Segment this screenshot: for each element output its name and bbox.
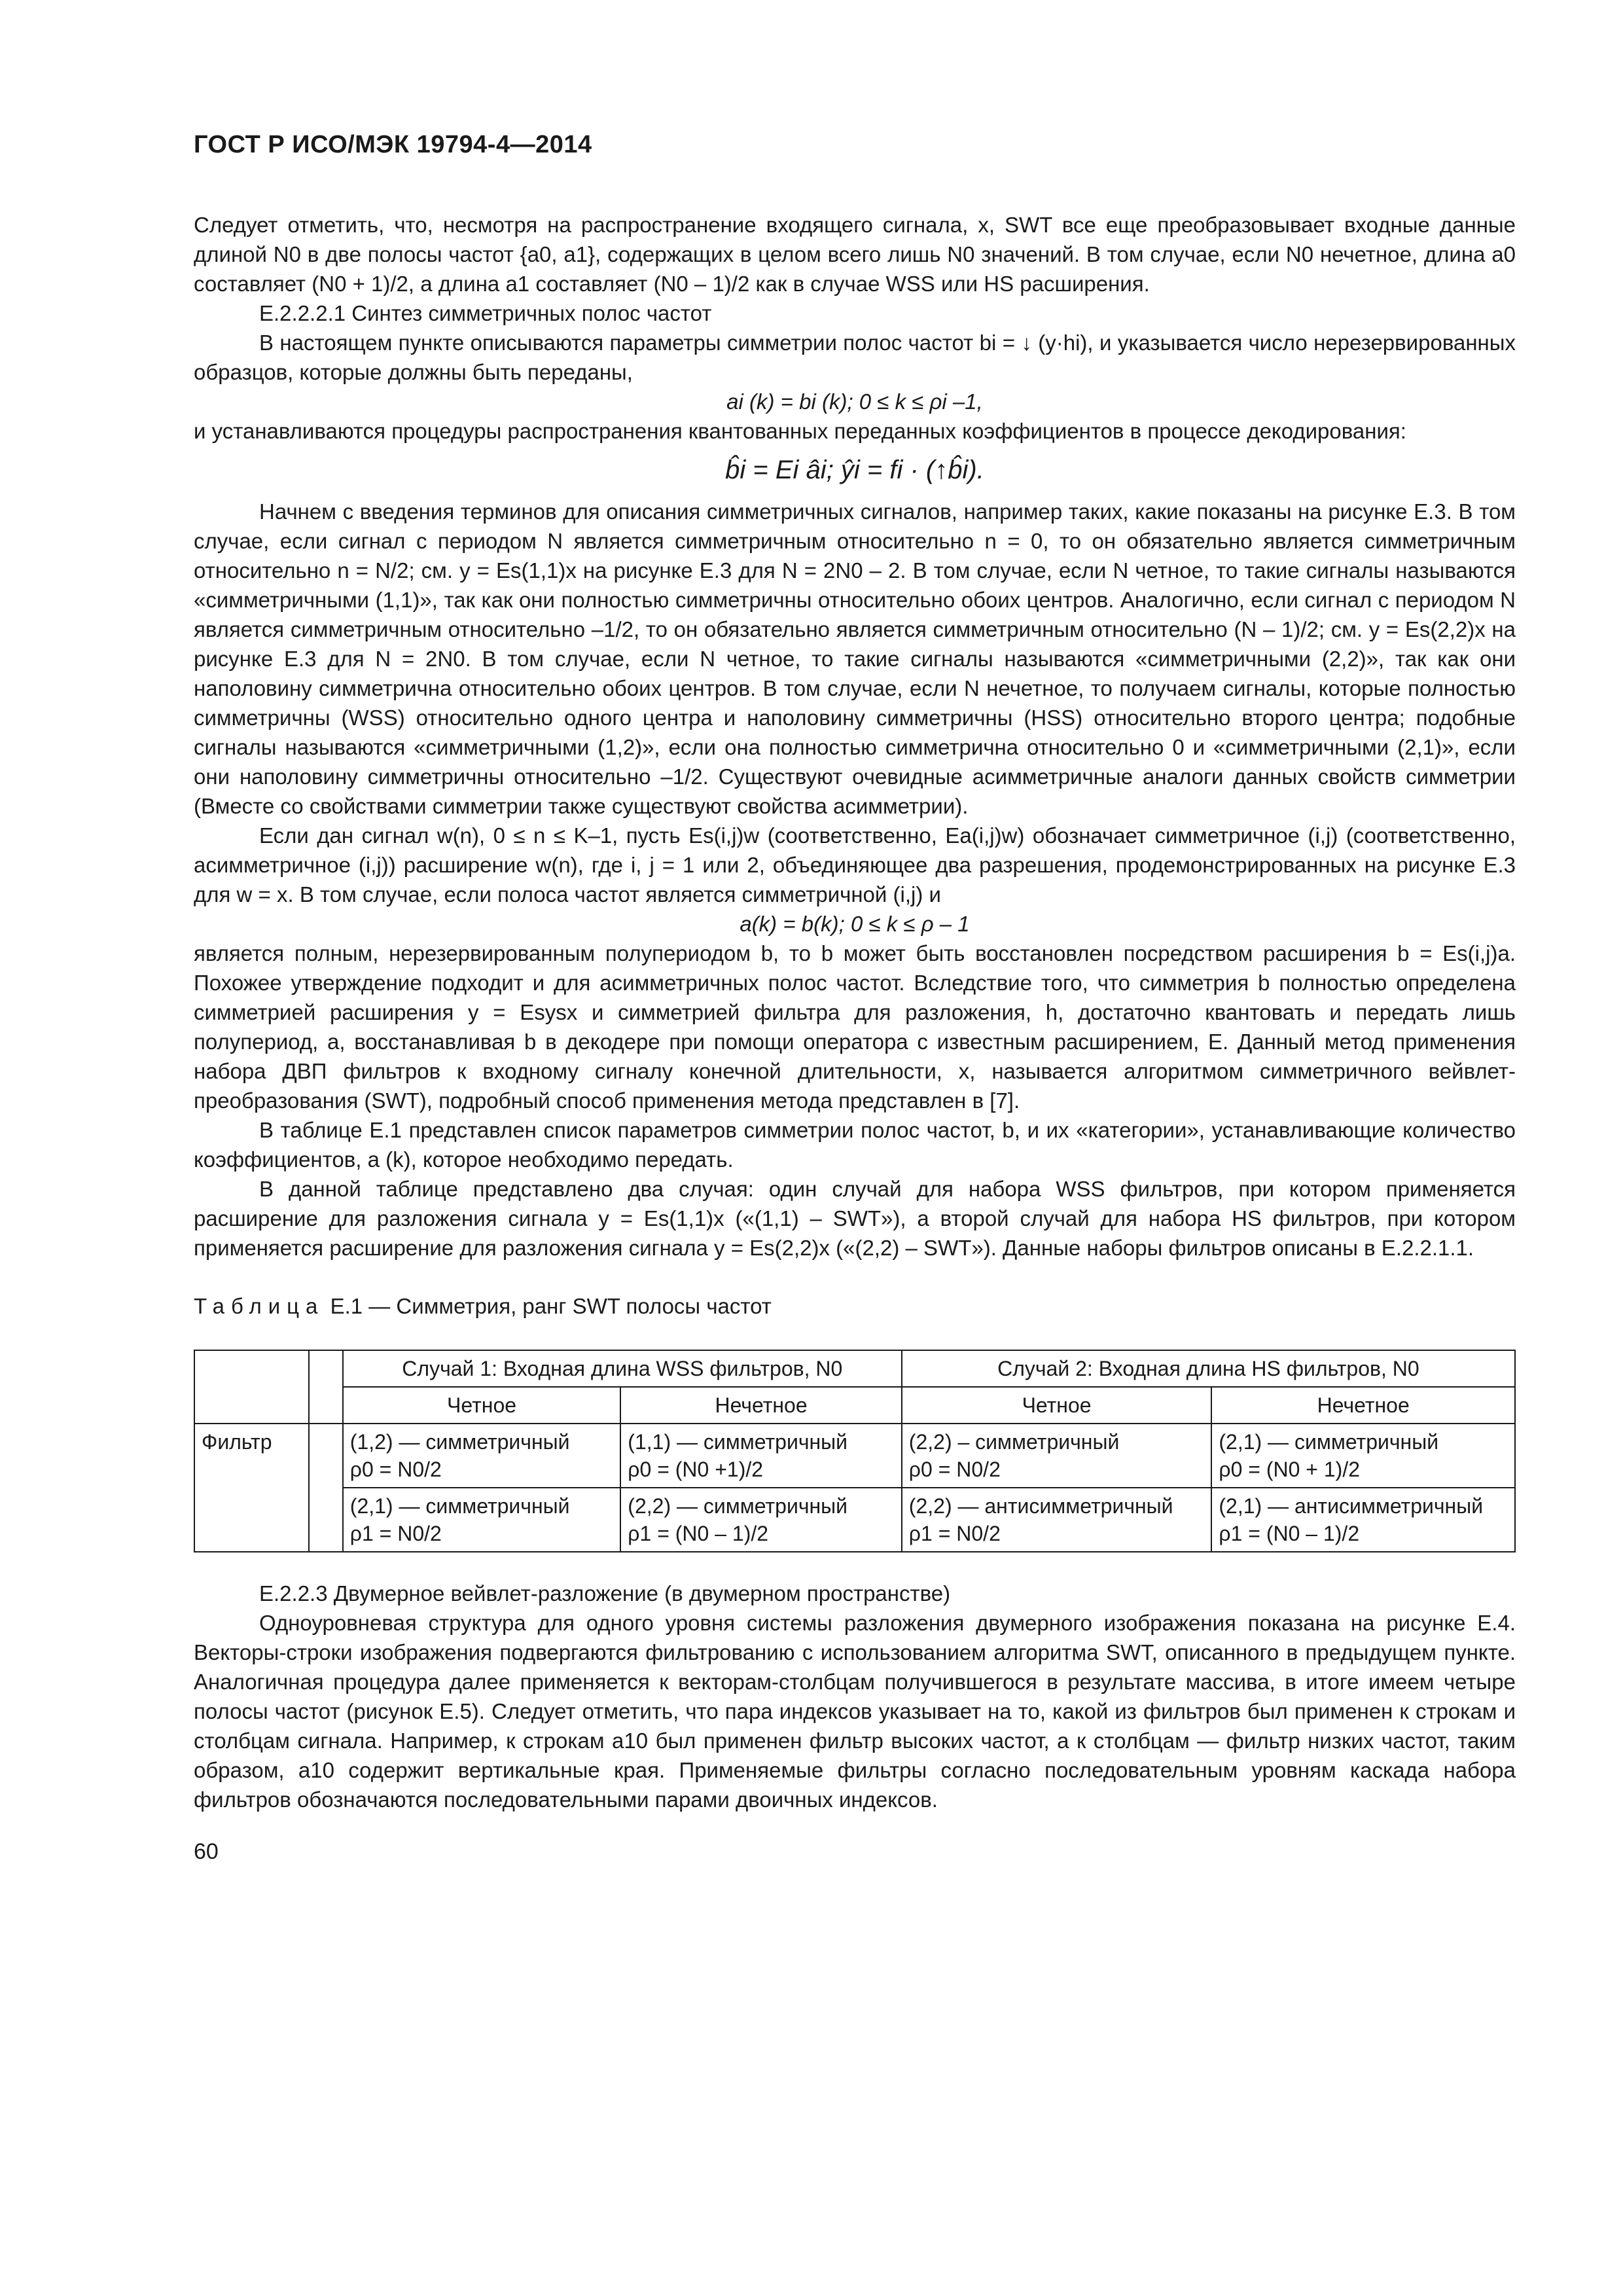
case-1-header: Случай 1: Входная длина WSS фильтров, N0: [343, 1350, 902, 1387]
table-row: [194, 1488, 1515, 1552]
equation-2: b̂i = Ei âi; ŷi = fi · (↑b̂i).: [725, 456, 984, 484]
table-header-row-1: [194, 1350, 1515, 1387]
table-cell: (2,1) — симметричный ρ1 = N0/2: [343, 1488, 621, 1552]
paragraph-9: Одноуровневая структура для одного уровня системы разложения двумерного изображения показана на рисунке Е.4. Векторы-строки изображения подвергаются фильтрованию с использованием алгоритма SWT, описанного в предыдущем пункте. Аналогичная процедура далее применяется к векторам-столбцам получившегося в результате массива, в итоге имеем четыре полосы частот (рисунок Е.5). Следует отметить, что пара индексов указывает на то, какой из фильтров был применен к строкам и столбцам сигнала. Например, к строкам a10 был применен фильтр высоких частот, а к столбцам — фильтр низких частот, таким образом, a10 содержит вертикальные края. Применяемые фильтры согласно последовательным уровням каскада набора фильтров обозначаются последовательными парами двоичных индексов.: [194, 1611, 1516, 1812]
table-header-row-2: [194, 1387, 1515, 1424]
document-page: [194, 131, 1516, 1865]
section-heading-e2221: Е.2.2.2.1 Синтез симметричных полос частот: [259, 301, 712, 325]
table-row: [194, 1424, 1515, 1488]
subheader-odd-2: Нечетное: [1211, 1387, 1515, 1424]
section-heading-e223: Е.2.2.3 Двумерное вейвлет-разложение (в двумерном пространстве): [259, 1581, 951, 1605]
table-cell: (1,1) — симметричный ρ0 = (N0 +1)/2: [620, 1424, 902, 1488]
paragraph-8: В данной таблице представлено два случая: один случай для набора WSS фильтров, при котором применяется расширение для разложения сигнала y = Es(1,1)x («(1,1) – SWT»), а второй случай для набора HS фильтров, при котором применяется расширение для разложения сигнала y = Es(2,2)x («(2,2) – SWT»). Данные наборы фильтров описаны в Е.2.2.1.1.: [194, 1177, 1516, 1260]
symmetry-table: [194, 1350, 1516, 1552]
subheader-odd-1: Нечетное: [620, 1387, 902, 1424]
paragraph-5: Если дан сигнал w(n), 0 ≤ n ≤ K–1, пусть Es(i,j)w (соответственно, Ea(i,j)w) обозначает симметричное (i,j) (соответственно, асимметричное (i,j)) расширение w(n), где i, j = 1 или 2, объединяющее два разрешения, продемонстрированных на рисунке Е.3 для w = x. В том случае, если полоса частот является симметричной (i,j) и: [194, 823, 1516, 906]
subheader-even-2: Четное: [902, 1387, 1212, 1424]
row-label-spacer: [309, 1424, 343, 1552]
page-number: 60: [194, 1839, 219, 1864]
table-cell: (2,2) – симметричный ρ0 = N0/2: [902, 1424, 1212, 1488]
table-cell: (1,2) — симметричный ρ0 = N0/2: [343, 1424, 621, 1488]
table-corner-cell: [194, 1350, 309, 1424]
table-corner-cell-2: [309, 1350, 343, 1424]
paragraph-3: и устанавливаются процедуры распространения квантованных переданных коэффициентов в процессе декодирования:: [194, 419, 1406, 443]
equation-1: ai (k) = bi (k); 0 ≤ k ≤ ρi –1,: [726, 389, 983, 414]
row-label-filter: Фильтр: [194, 1424, 309, 1552]
table-cell: (2,2) — антисимметричный ρ1 = N0/2: [902, 1488, 1212, 1552]
table-cell: (2,2) — симметричный ρ1 = (N0 – 1)/2: [620, 1488, 902, 1552]
case-2-header: Случай 2: Входная длина HS фильтров, N0: [902, 1350, 1515, 1387]
paragraph-1: Следует отметить, что, несмотря на распространение входящего сигнала, x, SWT все еще преобразовывает входные данные длиной N0 в две полосы частот {a0, a1}, содержащих в целом всего лишь N0 значений. В том случае, если N0 нечетное, длина a0 составляет (N0 + 1)/2, а длина a1 составляет (N0 – 1)/2 как в случае WSS или HS расширения.: [194, 213, 1516, 296]
table-cell: (2,1) — симметричный ρ0 = (N0 + 1)/2: [1211, 1424, 1515, 1488]
table-cell: (2,1) — антисимметричный ρ1 = (N0 – 1)/2: [1211, 1488, 1515, 1552]
subheader-even-1: Четное: [343, 1387, 621, 1424]
table-caption-text: Е.1 — Симметрия, ранг SWT полосы частот: [330, 1294, 772, 1318]
document-header: ГОСТ Р ИСО/МЭК 19794-4—2014: [194, 131, 592, 158]
paragraph-6: является полным, нерезервированным полупериодом b, то b может быть восстановлен посредством расширения b = Es(i,j)a. Похожее утверждение подходит и для асимметричных полос частот. Вследствие того, что симметрия b полностью определена симметрией расширения y = Esysx и симметрией фильтра для разложения, h, достаточно квантовать и передать лишь полупериод, a, восстанавливая b в декодере при помощи оператора с известным расширением, E. Данный метод применения набора ДВП фильтров к входному сигналу конечной длительности, x, называется алгоритмом симметричного вейвлет-преобразования (SWT), подробный способ применения метода представлен в [7].: [194, 941, 1516, 1113]
paragraph-4: Начнем с введения терминов для описания симметричных сигналов, например таких, какие показаны на рисунке Е.3. В том случае, если сигнал с периодом N является симметричным относительно n = 0, то он обязательно является симметричным относительно n = N/2; см. y = Es(1,1)x на рисунке Е.3 для N = 2N0 – 2. В том случае, если N четное, то такие сигналы называются «симметричными (1,1)», так как они полностью симметричны относительно обоих центров. Аналогично, если сигнал с периодом N является симметричным относительно –1/2, то он обязательно является симметричным относительно (N – 1)/2; см. y = Es(2,2)x на рисунке Е.3 для N = 2N0. В том случае, если N четное, то такие сигналы называются «симметричными (2,2)», так как они наполовину симметрична относительно обоих центров. В том случае, если N нечетное, то получаем сигналы, которые полностью симметричны (WSS) относительно одного центра и наполовину симметричны (HSS) относительно второго центра; подобные сигналы называются «симметричными (1,2)», если она полностью симметрична относительно 0 и «симметричными (2,1)», если они наполовину симметричны относительно –1/2. Существуют очевидные асимметричные аналоги данных свойств симметрии (Вместе со свойствами симметрии также существуют свойства асимметрии).: [194, 499, 1516, 818]
paragraph-7: В таблице Е.1 представлен список параметров симметрии полос частот, b, и их «категории», устанавливающие количество коэффициентов, a (k), которое необходимо передать.: [194, 1118, 1516, 1172]
equation-3: a(k) = b(k); 0 ≤ k ≤ ρ – 1: [740, 912, 970, 936]
table-caption: [194, 1291, 1516, 1321]
table-caption-prefix: Таблица: [194, 1294, 325, 1318]
paragraph-2: В настоящем пункте описываются параметры симметрии полос частот bi = ↓ (y·hi), и указывается число нерезервированных образцов, которые должны быть переданы,: [194, 331, 1516, 384]
